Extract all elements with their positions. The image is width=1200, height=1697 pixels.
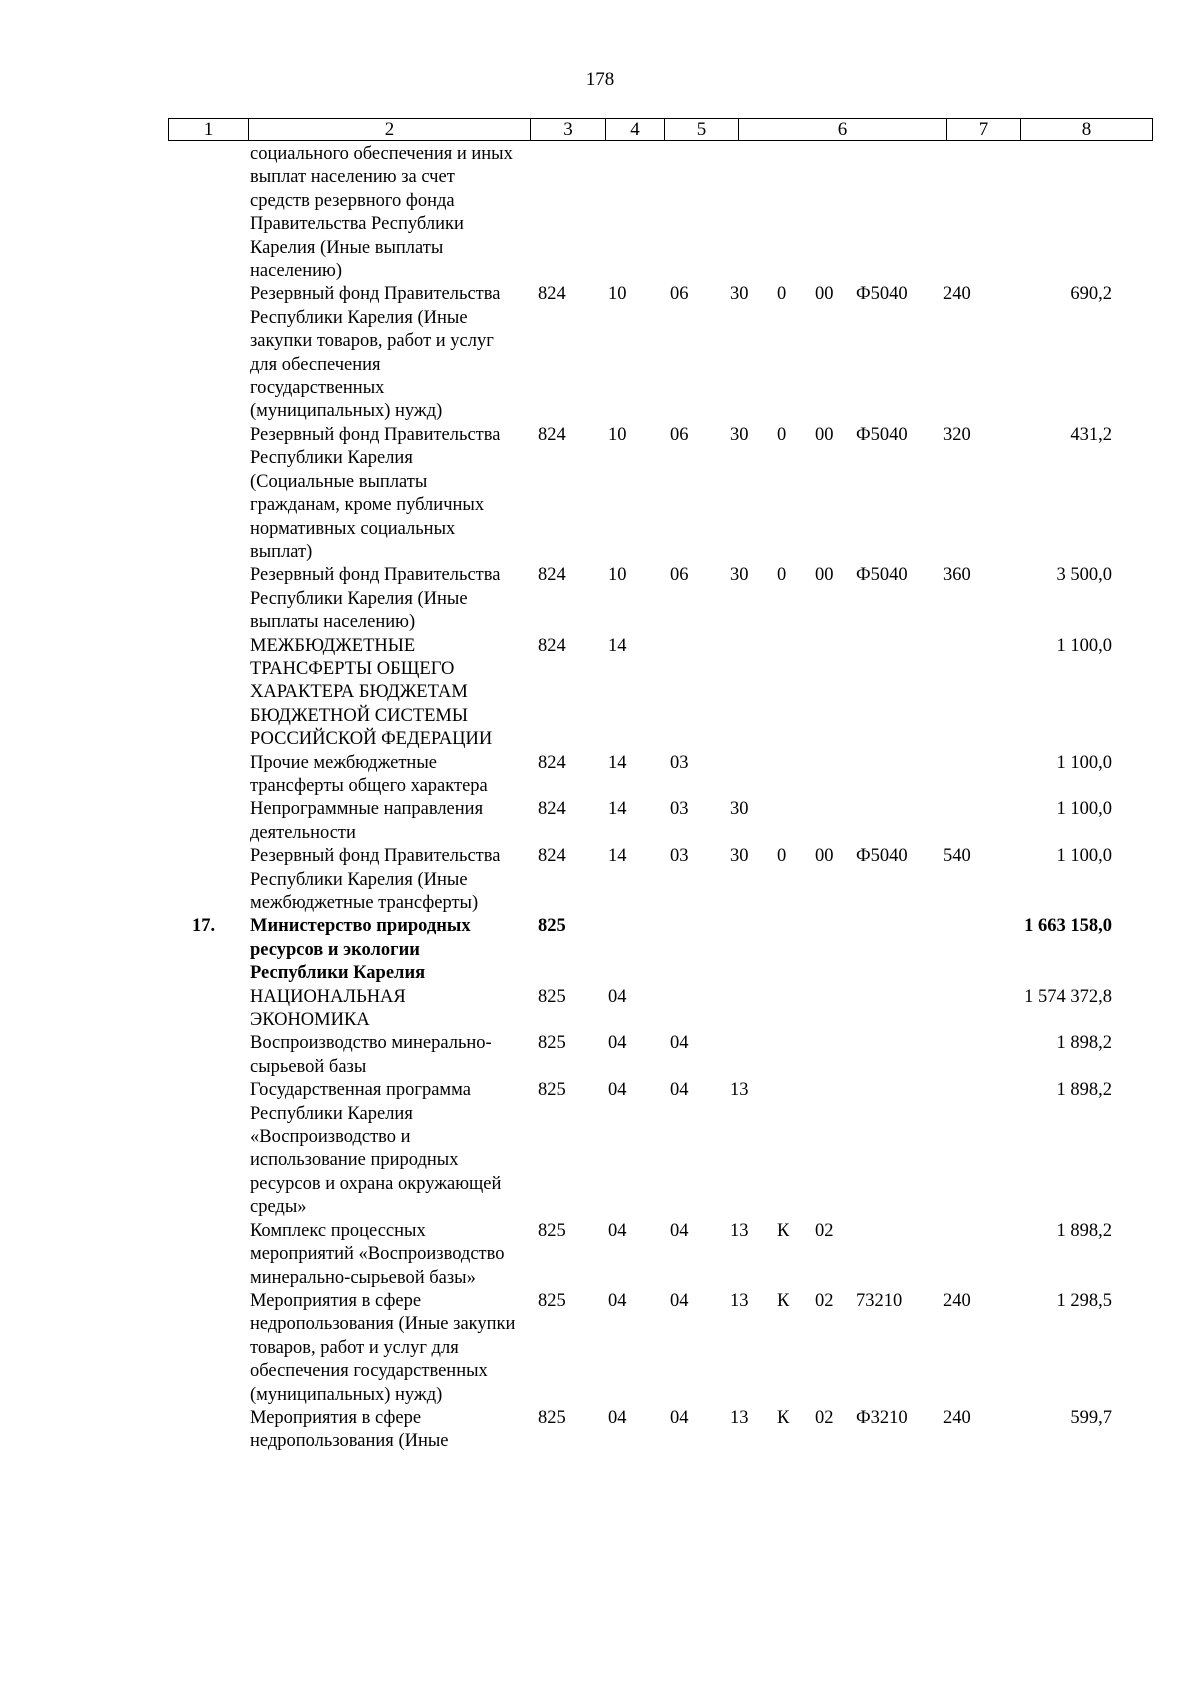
code-target-program: 13 [730,1290,749,1311]
amount: 1 898,2 [1056,1220,1112,1241]
code-target-event: 00 [815,846,834,867]
row-name: НАЦИОНАЛЬНАЯ ЭКОНОМИКА [250,986,406,1031]
code-expense-type: 240 [943,1407,971,1428]
table-row [0,1290,1200,1407]
code-admin: 824 [538,565,566,586]
row-name: Воспроизводство минерально-сырьевой базы [250,1033,492,1077]
code-target-subprogram: 0 [777,284,787,305]
row-name: Резервный фонд Правительства Республики Карелия (Иные закупки товаров, работ и услуг для обеспечения государственных (муниципальных) нужд) [250,284,501,422]
code-subsection: 03 [670,846,689,867]
code-expense-type: 240 [943,1290,971,1311]
code-subsection: 04 [670,1290,689,1311]
code-section: 10 [608,565,627,586]
column-header-5: 5 [665,119,739,141]
code-target-program: 30 [730,284,749,305]
code-expense-type: 240 [943,284,971,305]
code-target-program: 30 [730,846,749,867]
code-section: 04 [608,1033,627,1054]
code-expense-type: 320 [943,424,971,445]
row-name: МЕЖБЮДЖЕТНЫЕ ТРАНСФЕРТЫ ОБЩЕГО ХАРАКТЕРА БЮДЖЕТАМ БЮДЖЕТНОЙ СИСТЕМЫ РОССИЙСКОЙ ФЕДЕРАЦИИ [250,635,493,750]
code-target-subprogram: К [777,1220,790,1241]
code-section: 14 [608,846,627,867]
code-section: 04 [608,1290,627,1311]
code-subsection: 03 [670,752,689,773]
code-target-event: 02 [815,1290,834,1311]
amount: 1 100,0 [1056,799,1112,820]
code-admin: 824 [538,752,566,773]
code-admin: 825 [538,916,566,937]
code-target-program: 13 [730,1407,749,1428]
code-target-direction: 73210 [856,1290,903,1311]
code-subsection: 04 [670,1033,689,1054]
amount: 1 898,2 [1056,1080,1112,1101]
code-subsection: 06 [670,284,689,305]
code-target-event: 00 [815,565,834,586]
code-admin: 825 [538,1033,566,1054]
code-target-program: 30 [730,565,749,586]
row-name: Резервный фонд Правительства Республики Карелия (Иные выплаты населению) [250,565,501,633]
table-row [0,424,1200,564]
column-header-table [168,118,1153,141]
code-target-program: 30 [730,424,749,445]
row-name: Мероприятия в сфере недропользования (Иные [250,1407,449,1452]
table-row [0,283,1200,423]
code-admin: 825 [538,1290,566,1311]
code-subsection: 04 [670,1407,689,1428]
column-header-8: 8 [1021,119,1153,141]
code-section: 10 [608,284,627,305]
code-target-direction: Ф5040 [856,565,908,586]
code-target-program: 30 [730,799,749,820]
code-admin: 825 [538,1080,566,1101]
table-row [0,1079,1200,1219]
row-name: Министерство природных ресурсов и экологии Республики Карелия [250,916,471,984]
column-header-1: 1 [169,119,249,141]
code-target-event: 02 [815,1220,834,1241]
code-subsection: 03 [670,799,689,820]
amount: 599,7 [1070,1407,1112,1428]
column-header-3: 3 [531,119,606,141]
code-target-direction: Ф3210 [856,1407,908,1428]
code-expense-type: 360 [943,565,971,586]
budget-table-body [0,143,1200,1454]
amount: 1 100,0 [1056,846,1112,867]
row-name: Прочие межбюджетные трансферты общего характера [250,752,488,796]
code-target-direction: Ф5040 [856,284,908,305]
code-target-subprogram: К [777,1290,790,1311]
table-row [0,915,1200,985]
page-number: 178 [585,69,615,90]
table-row [0,1032,1200,1079]
code-target-subprogram: 0 [777,565,787,586]
code-target-subprogram: 0 [777,846,787,867]
row-name: Мероприятия в сфере недропользования (Иные закупки товаров, работ и услуг для обеспечения государственных (муниципальных) нужд) [250,1290,516,1405]
code-target-event: 00 [815,424,834,445]
code-section: 04 [608,986,627,1007]
amount: 1 663 158,0 [1024,916,1112,937]
amount: 431,2 [1070,424,1112,445]
column-header-row [169,119,1153,141]
column-header-6: 6 [739,119,947,141]
code-admin: 825 [538,986,566,1007]
code-admin: 824 [538,846,566,867]
table-row [0,1407,1200,1454]
code-admin: 824 [538,284,566,305]
amount: 1 298,5 [1056,1290,1112,1311]
code-section: 04 [608,1220,627,1241]
amount: 690,2 [1070,284,1112,305]
code-section: 14 [608,635,627,656]
row-name: Комплекс процессных мероприятий «Воспроизводство минерально-сырьевой базы» [250,1220,505,1288]
table-row [0,752,1200,799]
table-row [0,845,1200,915]
table-row [0,635,1200,752]
code-admin: 824 [538,799,566,820]
amount: 1 100,0 [1056,752,1112,773]
table-row [0,798,1200,845]
row-name: Непрограммные направления деятельности [250,799,484,843]
amount: 1 574 372,8 [1024,986,1112,1007]
code-admin: 824 [538,424,566,445]
table-row [0,564,1200,634]
code-section: 04 [608,1080,627,1101]
table-row [0,143,1200,283]
code-subsection: 06 [670,424,689,445]
code-subsection: 04 [670,1080,689,1101]
amount: 3 500,0 [1056,565,1112,586]
row-name: Резервный фонд Правительства Республики Карелия (Социальные выплаты гражданам, кроме публичных нормативных социальных выплат) [250,424,501,562]
code-section: 14 [608,752,627,773]
code-target-event: 00 [815,284,834,305]
row-number: 17. [192,916,216,937]
code-target-direction: Ф5040 [856,424,908,445]
code-admin: 825 [538,1407,566,1428]
row-name: Резервный фонд Правительства Республики Карелия (Иные межбюджетные трансферты) [250,846,501,913]
amount: 1 100,0 [1056,635,1112,656]
code-target-program: 13 [730,1080,749,1101]
code-section: 04 [608,1407,627,1428]
row-name: Государственная программа Республики Карелия «Воспроизводство и использование природных ресурсов и охрана окружающей среды» [250,1080,502,1218]
code-target-program: 13 [730,1220,749,1241]
column-header-4: 4 [606,119,665,141]
code-section: 14 [608,799,627,820]
table-row [0,986,1200,1033]
code-target-direction: Ф5040 [856,846,908,867]
column-header-7: 7 [947,119,1021,141]
table-row [0,1220,1200,1290]
row-name: социального обеспечения и иных выплат населению за счет средств резервного фонда Правительства Республики Карелия (Иные выплаты населению) [250,144,513,282]
code-subsection: 06 [670,565,689,586]
code-subsection: 04 [670,1220,689,1241]
code-admin: 824 [538,635,566,656]
code-section: 10 [608,424,627,445]
code-target-event: 02 [815,1407,834,1428]
amount: 1 898,2 [1056,1033,1112,1054]
code-target-subprogram: К [777,1407,790,1428]
code-admin: 825 [538,1220,566,1241]
code-expense-type: 540 [943,846,971,867]
code-target-subprogram: 0 [777,424,787,445]
column-header-2: 2 [249,119,531,141]
